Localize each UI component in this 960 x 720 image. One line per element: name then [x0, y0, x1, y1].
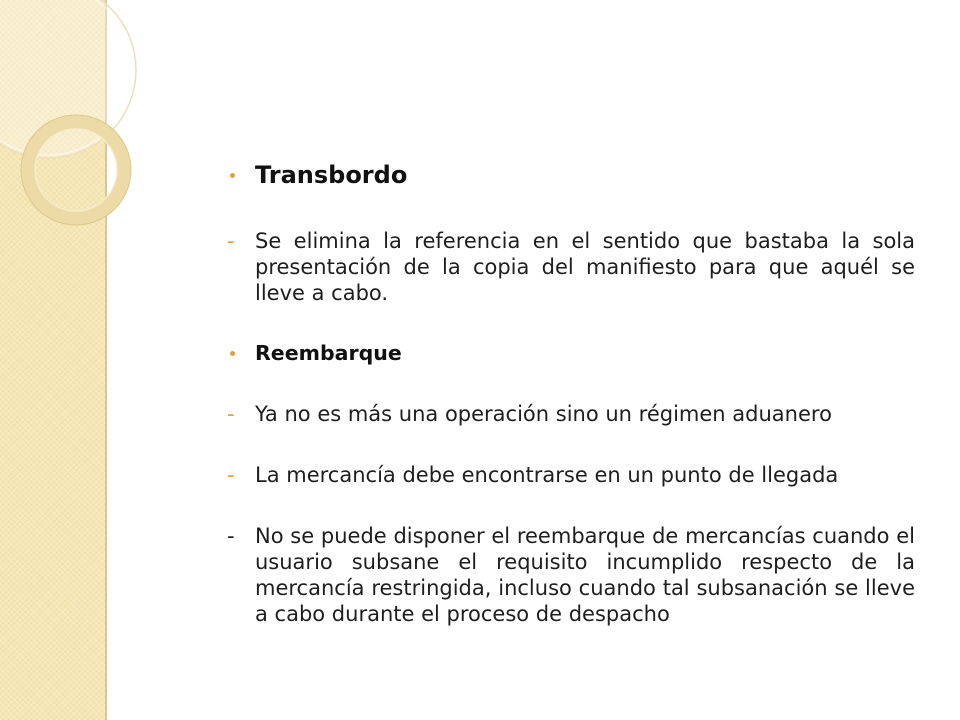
- heading-transbordo: Transbordo: [255, 161, 408, 189]
- dash-marker: -: [227, 402, 235, 426]
- decorative-sidebar: [0, 0, 105, 720]
- dash-marker: -: [227, 463, 235, 487]
- sidebar-divider: [105, 0, 107, 720]
- dash-marker: -: [227, 524, 235, 548]
- paragraph-reembarque-3: No se puede disponer el reembarque de mercancías cuando el usuario subsane el requisito incumplido respecto de la mercancía restringida, incluso cuando tal subsanación se lleve a cabo durante el proceso de despacho: [255, 524, 915, 626]
- heading-reembarque: Reembarque: [255, 341, 402, 365]
- paragraph-reembarque-2: La mercancía debe encontrarse en un punto de llegada: [255, 463, 839, 487]
- dash-marker: -: [227, 229, 235, 253]
- bullet-dot-icon: [230, 351, 235, 356]
- paragraph-reembarque-1: Ya no es más una operación sino un régimen aduanero: [255, 402, 832, 426]
- paragraph-transbordo-1: Se elimina la referencia en el sentido que bastaba la sola presentación de la copia del manifiesto para que aquél se lleve a cabo.: [255, 229, 915, 305]
- bullet-dot-icon: [230, 173, 235, 178]
